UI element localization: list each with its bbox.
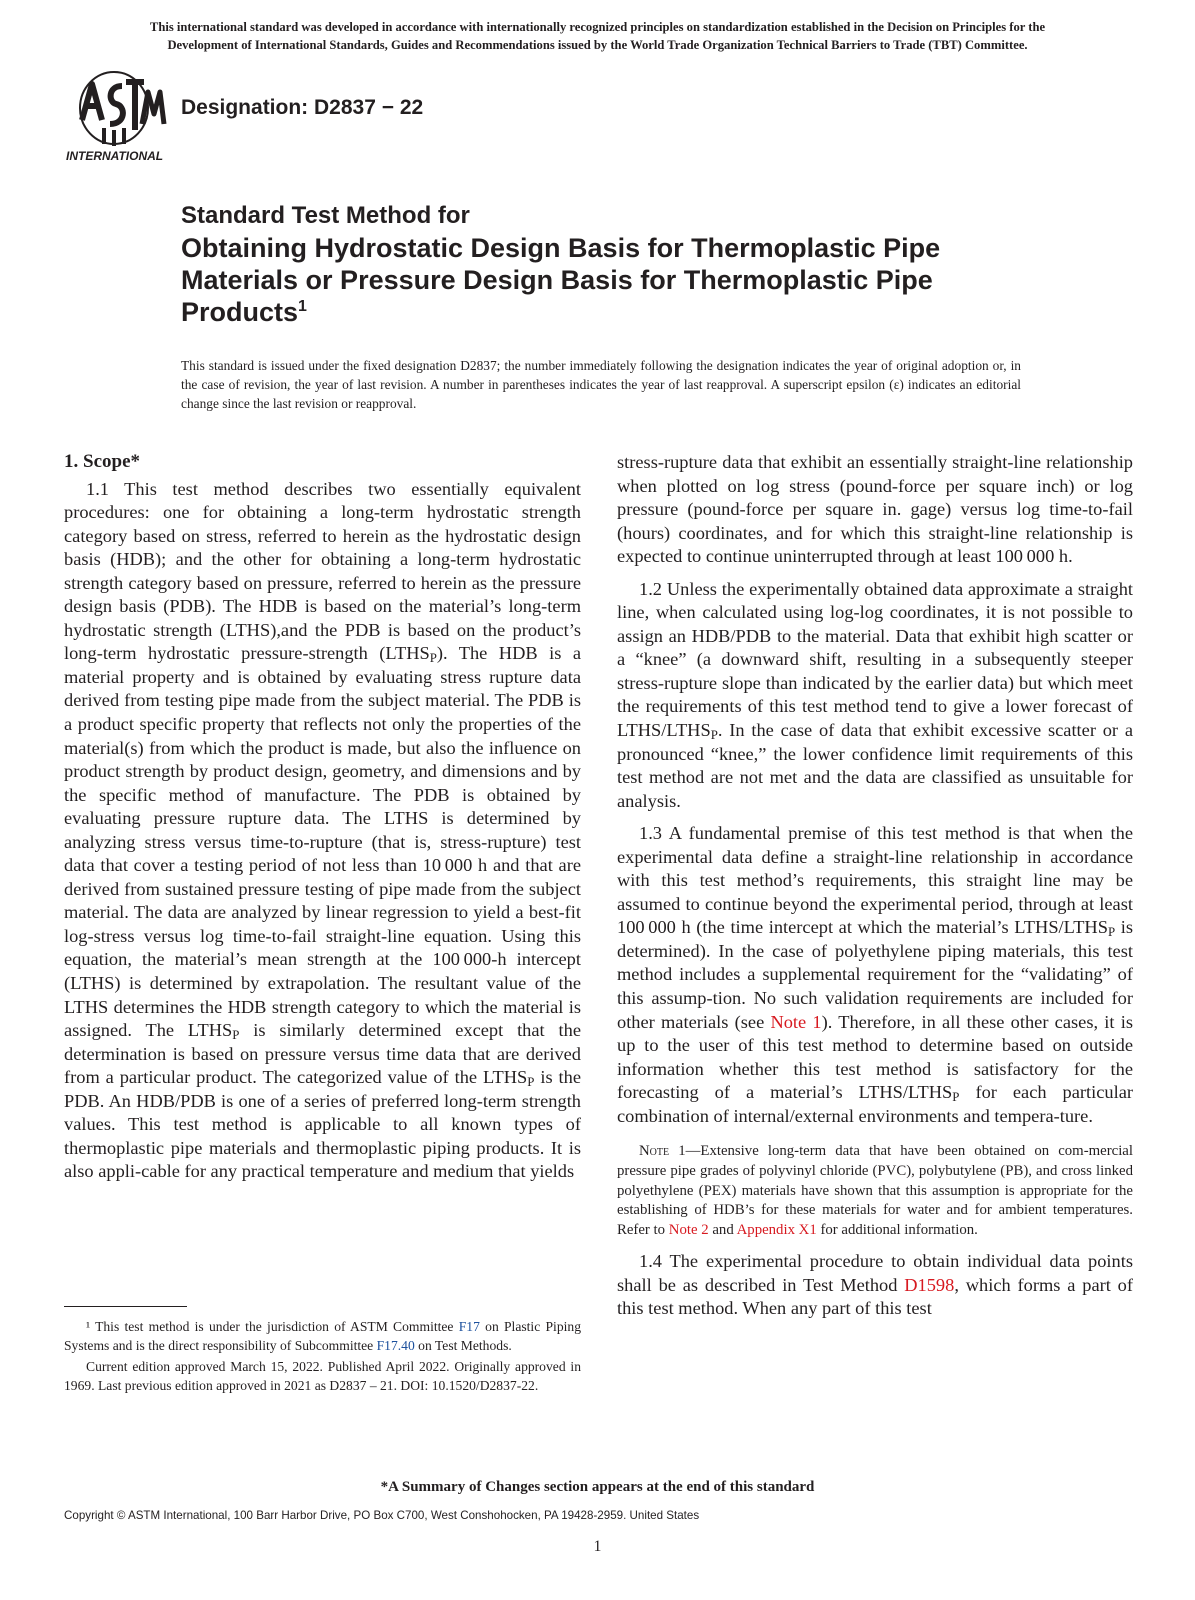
- tbt-banner: [0, 18, 1195, 54]
- link-note-2[interactable]: Note 2: [668, 1221, 709, 1238]
- title-prefix: Standard Test Method for: [181, 202, 470, 229]
- issuance-statement: This standard is issued under the fixed designation D2837; the number immediately following the designation indicates the year of original adoption or, in the case of revision, the year of last revision. A number in parentheses indicates the year of last reapproval. A superscript epsilon (ε) indicates an editorial change since the last revision or reapproval.: [181, 358, 1021, 411]
- link-d1598[interactable]: D1598: [904, 1274, 955, 1295]
- section-heading-scope: 1. Scope*: [64, 451, 140, 472]
- link-f17-40[interactable]: F17.40: [376, 1338, 415, 1353]
- title-line-3: Products: [181, 297, 299, 327]
- banner-line-2: Development of International Standards, Guides and Recommendations issued by the World Trade Organization Technical Barriers to Trade (TBT) Committee.: [167, 38, 1028, 52]
- footnote-1: ¹ This test method is under the jurisdiction of ASTM Committee F17 on Plastic Piping Systems and is the direct responsibility of Subcommittee F17.40 on Test Methods.: [64, 1319, 581, 1353]
- astm-logo-icon: [64, 70, 170, 166]
- footnote-edition: Current edition approved March 15, 2022. Published April 2022. Originally approved in 1969. Last previous edition approved in 2021 as D2837 – 21. DOI: 10.1520/D2837-22.: [64, 1359, 581, 1393]
- note-1: Note 1—Extensive long-term data that have been obtained on com-mercial pressure pipe grades of polyvinyl chloride (PVC), polybutylene (PB), and cross linked polyethylene (PEX) materials have shown that this assumption is appropriate for the establishing of HDB’s for these materials for water and for ambient temperatures. Refer to Note 2 and Appendix X1 for additional information.: [617, 1143, 1133, 1238]
- left-column: [64, 450, 581, 1184]
- paragraph-1-1: 1.1 This test method describes two essentially equivalent procedures: one for obtaining a long-term hydrostatic strength category based on stress, referred to herein as the hydrostatic design basis (HDB); and the other for obtaining a long-term hydrostatic strength category based on pressure, referred to herein as the pressure design basis (PDB). The HDB is based on the material’s long-term hydrostatic strength (LTHS),and the PDB is based on the product’s long-term hydrostatic pressure-strength $(LTHS_P)$. The HDB is a material property and is obtained by evaluating stress rupture data derived from testing pipe made from the subject material. The PDB is a product specific property that reflects not only the properties of the material(s) from which the product is made, but also the influence on product strength by product design, geometry, and dimensions and by the specific method of manufacture. The PDB is obtained by evaluating pressure rupture data. The LTHS is determined by analyzing stress versus time-to-rupture (that is, stress-rupture) test data that cover a testing period of not less than 10 000 h and that are derived from sustained pressure testing of pipe made from the subject material. The data are analyzed by linear regression to yield a best-fit log-stress versus log time-to-fail straight-line equation. Using this equation, the material’s mean strength at the 100 000-h intercept (LTHS) is determined by extrapolation. The resultant value of the LTHS determines the HDB strength category to which the material is assigned. The $LTHS_P$ is similarly determined except that the determination is based on pressure versus time data that are derived from a particular product. The categorized value of the $LTHS_P$ is the PDB. An HDB/PDB is one of a series of preferred long-term strength values. This test method is applicable to all known types of thermoplastic pipe materials and thermoplastic piping products. It is also appli-cable for any practical temperature and medium that yields: [64, 478, 582, 1182]
- paragraph-1-2: 1.2 Unless the experimentally obtained data approximate a straight line, when calculated using log-log coordinates, it is not possible to assign an HDB/PDB to the material. Data that exhibit high scatter or a “knee” (a downward shift, resulting in a subsequently steeper stress-rupture slope than indicated by the earlier data) but which meet the requirements of this test method tend to give a lower forecast of LTHS/$LTHS_P$. In the case of data that exhibit excessive scatter or a pronounced “knee,” the lower confidence limit requirements of this test method are not met and the data are classified as unsuitable for analysis.: [617, 578, 1133, 811]
- footnote-divider: [64, 1306, 187, 1307]
- paragraph-1-1-continued: stress-rupture data that exhibit an essentially straight-line relationship when plotted on log stress (pound-force per square inch) or log pressure (pound-force per square in. gage) versus log time-to-fail (hours) coordinates, and for which this straight-line relationship is expected to continue uninterrupted through at least 100 000 h.: [617, 452, 1133, 567]
- designation: Designation: D2837 − 22: [181, 96, 424, 119]
- link-note-1[interactable]: Note 1: [770, 1011, 822, 1032]
- link-f17[interactable]: F17: [458, 1319, 480, 1334]
- page-number: 1: [593, 1538, 602, 1555]
- title-footnote-mark: 1: [298, 298, 307, 315]
- paragraph-1-4: 1.4 The experimental procedure to obtain individual data points shall be as described in Test Method D1598, which forms a part of this test method. When any part of this test: [617, 1251, 1134, 1319]
- title-line-1: Obtaining Hydrostatic Design Basis for Thermoplastic Pipe: [181, 233, 941, 263]
- copyright-line: Copyright © ASTM International, 100 Barr Harbor Drive, PO Box C700, West Conshohocken, PA 19428-2959. United States: [64, 1509, 700, 1522]
- banner-line-1: This international standard was developed in accordance with internationally recognized principles on standardization established in the Decision on Principles for the: [149, 20, 1046, 34]
- link-appendix-x1[interactable]: Appendix X1: [736, 1221, 817, 1238]
- footnotes: [64, 1317, 581, 1395]
- title-line-2: Materials or Pressure Design Basis for Thermoplastic Pipe: [181, 265, 933, 295]
- summary-of-changes-notice: *A Summary of Changes section appears at the end of this standard: [380, 1479, 815, 1495]
- logo-text: INTERNATIONAL: [66, 149, 164, 163]
- document-title: [181, 200, 1081, 328]
- right-column: [617, 451, 1133, 1321]
- paragraph-1-3: 1.3 A fundamental premise of this test method is that when the experimental data define a straight-line relationship in accordance with this test method’s requirements, this straight line may be assumed to continue beyond the experimental period, through at least 100 000 h (the time intercept at which the material’s LTHS/$LTHS_P$ is determined). In the case of polyethylene piping materials, this test method includes a supplemental requirement for the “validating” of this assump-tion. No such validation requirements are included for other materials (see Note 1). Therefore, in all these other cases, it is up to the user of this test method to determine based on outside information whether this test method is satisfactory for the forecasting of a material’s LTHS/$LTHS_P$ for each particular combination of internal/external environments and tempera-ture.: [617, 823, 1133, 1126]
